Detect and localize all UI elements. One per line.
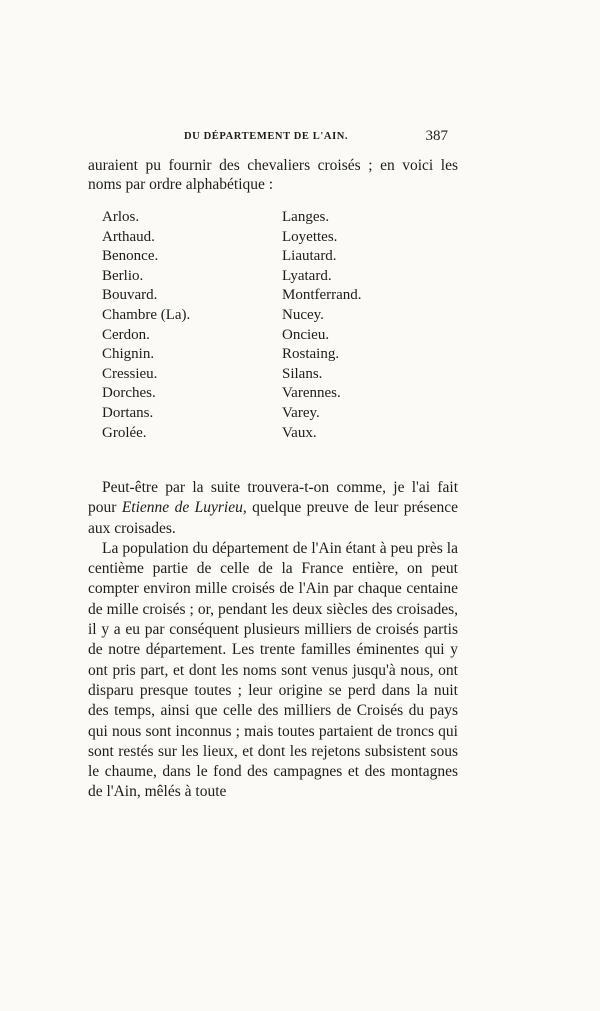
name-item: Dortans. — [102, 404, 154, 421]
name-item: Arthaud. — [102, 228, 155, 245]
name-item: Chambre (La). — [102, 306, 191, 323]
page-number: 387 — [425, 128, 448, 144]
running-title: DU DÉPARTEMENT DE L'AIN. — [184, 131, 349, 142]
name-item: Lyatard. — [282, 267, 332, 284]
name-item: Grolée. — [102, 424, 147, 441]
name-item: Benonce. — [102, 248, 159, 265]
name-item: Berlio. — [102, 267, 144, 284]
name-item: Varennes. — [282, 385, 341, 402]
paragraph-luyrieu-italic: Etienne de Luyrieu — [121, 499, 243, 517]
paragraph-luyrieu-before: Peut-être par la suite trouvera-t-on comme, je l'ai fait pour — [88, 479, 458, 517]
name-item: Dorches. — [102, 385, 156, 402]
intro-paragraph: auraient pu fournir des chevaliers croisés ; en voici les noms par ordre alphabétique : — [88, 157, 458, 193]
name-item: Cerdon. — [102, 326, 150, 343]
intro-text — [88, 156, 458, 194]
names-column-left — [102, 208, 262, 443]
paragraph-luyrieu-after: , quelque preuve de leur présence aux croisades. — [88, 499, 458, 537]
name-item: Oncieu. — [282, 326, 330, 343]
name-item: Bouvard. — [102, 287, 158, 304]
name-item: Varey. — [282, 404, 320, 421]
name-item: Chignin. — [102, 346, 155, 363]
name-item: Montferrand. — [282, 287, 362, 304]
name-item: Cressieu. — [102, 365, 158, 382]
body-text — [88, 478, 458, 803]
name-item: Silans. — [282, 365, 323, 382]
paragraph-population: La population du département de l'Ain étant à peu près la centième partie de celle de la France entière, on peut compter environ mille croisés de l'Ain par chaque centaine de mille croisés ; or, pendant les deux siècles des croisades, il y a eu par conséquent plusieurs milliers de croisés partis de notre département. Les trente familles éminentes qui y ont pris part, et dont les noms sont venus jusqu'à nous, ont disparu presque toutes ; leur origine se perd dans la nuit des temps, ainsi que celle des milliers de Croisés du pays qui nous sont inconnus ; mais toutes partaient de troncs qui sont restés sur les lieux, et dont les rejetons subsistent sous le chaume, dans le fond des campagnes et des montagnes de l'Ain, mêlés à toute — [88, 539, 458, 801]
paragraph-luyrieu — [88, 478, 458, 539]
names-column-right — [282, 208, 442, 443]
name-item: Liautard. — [282, 248, 337, 265]
page-header — [88, 128, 460, 146]
name-item: Arlos. — [102, 209, 140, 225]
name-item: Rostaing. — [282, 346, 340, 363]
name-item: Vaux. — [282, 424, 317, 441]
name-item: Loyettes. — [282, 228, 338, 245]
name-item: Langes. — [282, 209, 330, 225]
name-item: Nucey. — [282, 306, 324, 323]
